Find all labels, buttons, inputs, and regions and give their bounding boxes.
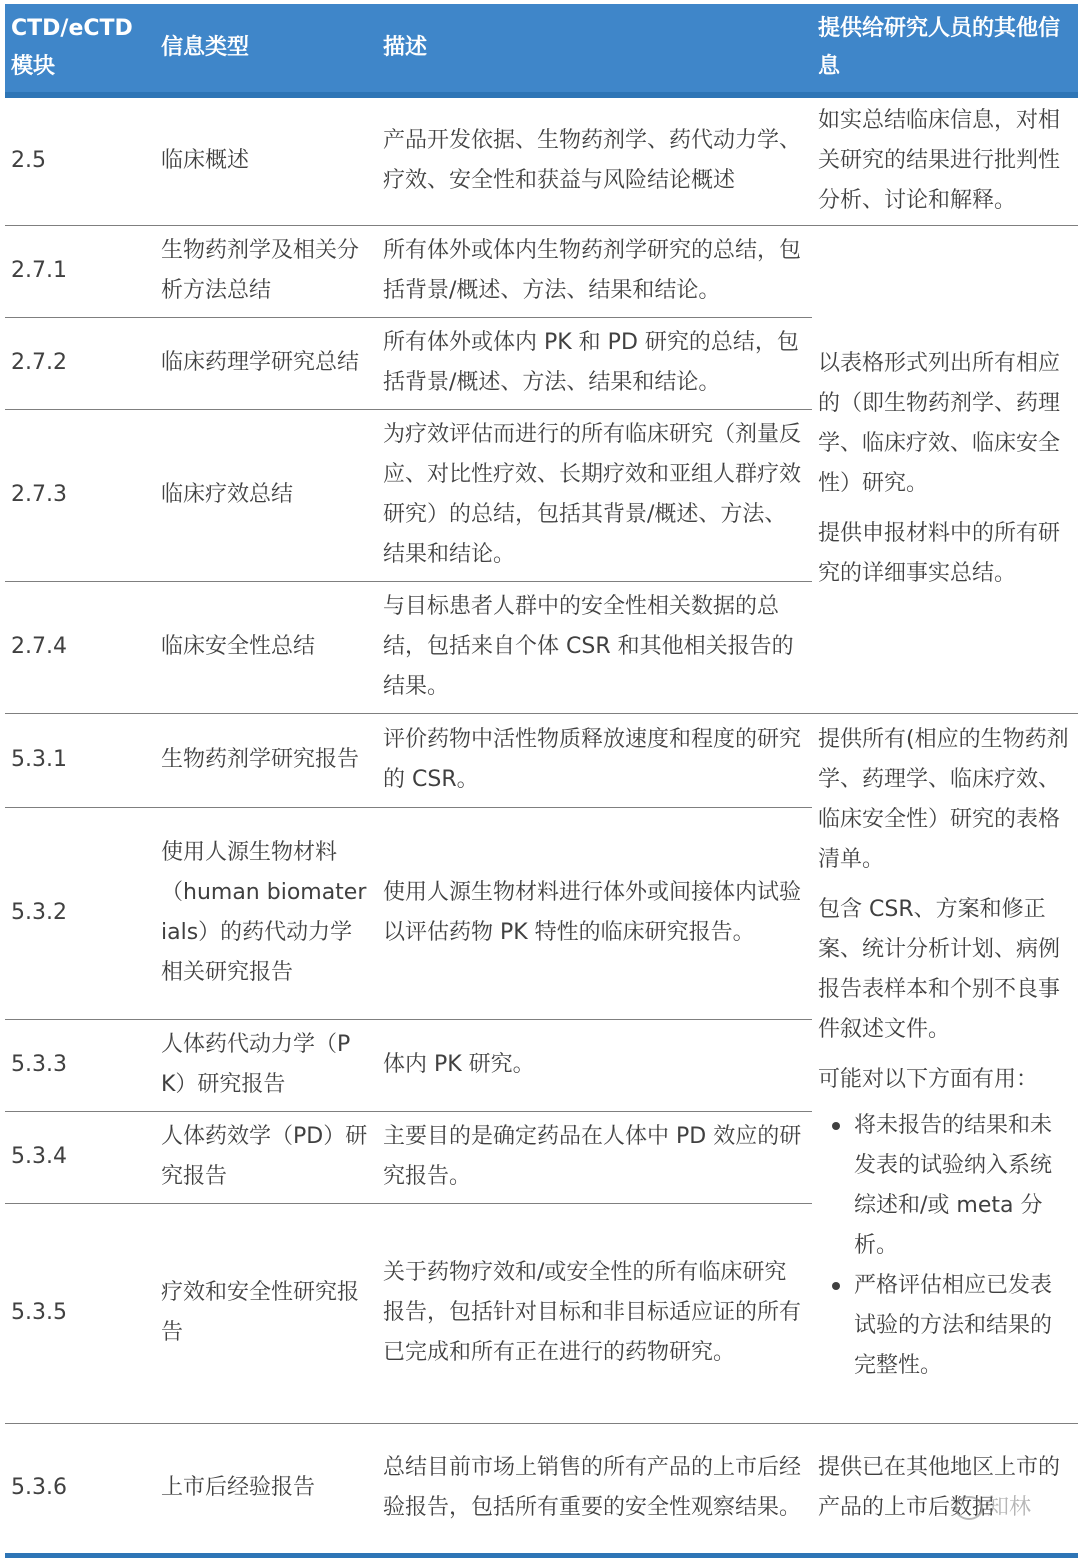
other-info-cell bbox=[812, 95, 1078, 225]
module-cell: 2.7.1 bbox=[5, 225, 155, 317]
type-cell: 临床安全性总结 bbox=[155, 581, 377, 713]
type-cell: 生物药剂学及相关分析方法总结 bbox=[155, 225, 377, 317]
desc-cell: 总结目前市场上销售的所有产品的上市后经验报告，包括所有重要的安全性观察结果。 bbox=[377, 1423, 812, 1555]
other-info-bullets bbox=[818, 1106, 1070, 1386]
table-row bbox=[5, 1423, 1078, 1555]
desc-cell: 使用人源生物材料进行体外或间接体内试验以评估药物 PK 特性的临床研究报告。 bbox=[377, 807, 812, 1019]
module-cell: 5.3.1 bbox=[5, 713, 155, 807]
type-cell: 生物药剂学研究报告 bbox=[155, 713, 377, 807]
watermark: 知林 bbox=[955, 1490, 1031, 1521]
other-info-text: 提供所有(相应的生物药剂学、药理学、临床疗效、临床安全性）研究的表格清单。 bbox=[818, 726, 1069, 872]
other-info-cell bbox=[812, 713, 1078, 1423]
desc-cell: 体内 PK 研究。 bbox=[377, 1019, 812, 1111]
desc-cell: 所有体外或体内生物药剂学研究的总结，包括背景/概述、方法、结果和结论。 bbox=[377, 225, 812, 317]
type-cell: 临床疗效总结 bbox=[155, 409, 377, 581]
type-cell: 使用人源生物材料（human biomaterials）的药代动力学相关研究报告 bbox=[155, 807, 377, 1019]
list-item: 将未报告的结果和未发表的试验纳入系统综述和/或 meta 分析。 bbox=[854, 1106, 1070, 1266]
table-header-row bbox=[5, 4, 1078, 95]
desc-cell: 产品开发依据、生物药剂学、药代动力学、疗效、安全性和获益与风险结论概述 bbox=[377, 95, 812, 225]
type-cell: 人体药效学（PD）研究报告 bbox=[155, 1111, 377, 1203]
module-cell: 2.7.2 bbox=[5, 317, 155, 409]
other-info-text: 如实总结临床信息，对相关研究的结果进行批判性分析、讨论和解释。 bbox=[818, 108, 1061, 214]
module-cell: 2.5 bbox=[5, 95, 155, 225]
desc-cell: 所有体外或体内 PK 和 PD 研究的总结，包括背景/概述、方法、结果和结论。 bbox=[377, 317, 812, 409]
type-cell: 临床药理学研究总结 bbox=[155, 317, 377, 409]
header-description: 描述 bbox=[377, 4, 812, 95]
header-module: CTD/eCTD 模块 bbox=[5, 4, 155, 95]
desc-cell: 为疗效评估而进行的所有临床研究（剂量反应、对比性疗效、长期疗效和亚组人群疗效研究）的总结，包括其背景/概述、方法、结果和结论。 bbox=[377, 409, 812, 581]
type-cell: 临床概述 bbox=[155, 95, 377, 225]
type-cell: 人体药代动力学（PK）研究报告 bbox=[155, 1019, 377, 1111]
bullet-icon bbox=[832, 1122, 840, 1130]
module-cell: 5.3.5 bbox=[5, 1203, 155, 1423]
module-cell: 5.3.3 bbox=[5, 1019, 155, 1111]
desc-cell: 评价药物中活性物质释放速度和程度的研究的 CSR。 bbox=[377, 713, 812, 807]
other-info-text: 以表格形式列出所有相应的（即生物药剂学、药理学、临床疗效、临床安全性）研究。 bbox=[818, 351, 1061, 496]
other-info-text: 提供已在其他地区上市的产品的上市后数据 bbox=[818, 1455, 1061, 1520]
desc-cell: 关于药物疗效和/或安全性的所有临床研究报告，包括针对目标和非目标适应证的所有已完成和所有正在进行的药物研究。 bbox=[377, 1203, 812, 1423]
other-info-cell bbox=[812, 225, 1078, 713]
type-cell: 疗效和安全性研究报告 bbox=[155, 1203, 377, 1423]
table-row bbox=[5, 225, 1078, 317]
module-cell: 2.7.4 bbox=[5, 581, 155, 713]
other-info-text: 提供申报材料中的所有研究的详细事实总结。 bbox=[818, 521, 1061, 586]
list-item: 严格评估相应已发表试验的方法和结果的完整性。 bbox=[854, 1266, 1070, 1386]
other-info-cell bbox=[812, 1423, 1078, 1555]
bullet-icon bbox=[832, 1282, 840, 1290]
other-info-text: 可能对以下方面有用： bbox=[818, 1066, 1039, 1092]
module-cell: 2.7.3 bbox=[5, 409, 155, 581]
desc-cell: 主要目的是确定药品在人体中 PD 效应的研究报告。 bbox=[377, 1111, 812, 1203]
type-cell: 上市后经验报告 bbox=[155, 1423, 377, 1555]
module-cell: 5.3.4 bbox=[5, 1111, 155, 1203]
header-info-type: 信息类型 bbox=[155, 4, 377, 95]
module-cell: 5.3.2 bbox=[5, 807, 155, 1019]
other-info-text: 包含 CSR、方案和修正案、统计分析计划、病例报告表样本和个别不良事件叙述文件。 bbox=[818, 896, 1061, 1042]
table-row bbox=[5, 713, 1078, 807]
desc-cell: 与目标患者人群中的安全性相关数据的总结，包括来自个体 CSR 和其他相关报告的结果。 bbox=[377, 581, 812, 713]
header-other-info: 提供给研究人员的其他信息 bbox=[812, 4, 1078, 95]
table-row bbox=[5, 95, 1078, 225]
ctd-table bbox=[5, 4, 1078, 1558]
wechat-icon bbox=[955, 1496, 983, 1520]
module-cell: 5.3.6 bbox=[5, 1423, 155, 1555]
